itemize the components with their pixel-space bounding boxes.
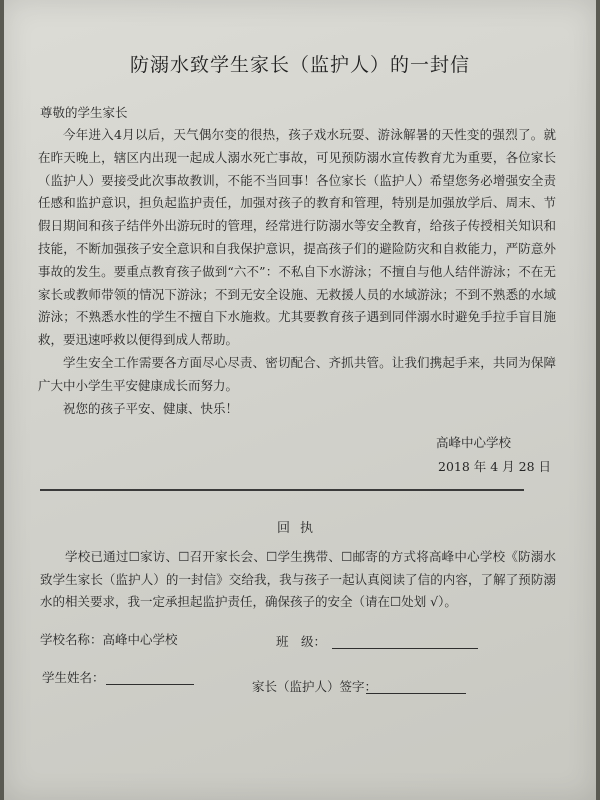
body-paragraph-3: 祝您的孩子平安、健康、快乐！	[63, 400, 239, 416]
student-name-field-line[interactable]	[106, 684, 194, 685]
divider-line	[40, 489, 524, 491]
parent-signature-label: 家长（监护人）签字：	[252, 679, 378, 694]
letter-page	[4, 0, 596, 800]
reply-title: 回执	[276, 521, 323, 536]
class-field-line[interactable]	[332, 648, 478, 649]
signature-school: 高峰中心学校	[436, 435, 512, 450]
class-label: 班 级：	[276, 634, 327, 649]
letter-body	[38, 124, 556, 420]
body-paragraph-2: 学生安全工作需要各方面尽心尽责、密切配合、齐抓共管。让我们携起手来，共同为保障广大中小学生平安健康成长而努力。	[38, 354, 556, 393]
greeting: 尊敬的学生家长	[40, 105, 128, 120]
signature-date: 2018 年 4 月 28 日	[438, 459, 552, 474]
school-name-label: 学校名称：高峰中心学校	[40, 632, 178, 647]
reply-body: 学校已通过☐家访、☐召开家长会、☐学生携带、☐邮寄的方式将高峰中心学校《防溺水致学生家长（监护人）的一封信》交给我，我与孩子一起认真阅读了信的内容，了解了预防溺水的相关要求，我一定承担起监护责任，确保孩子的安全（请在☐处划 √）。	[40, 549, 556, 609]
page-title: 防溺水致学生家长（监护人）的一封信	[129, 54, 470, 76]
body-paragraph-1: 今年进入4月以后，天气偶尔变的很热，孩子戏水玩耍、游泳解暑的天性变的强烈了。就在昨天晚上，辖区内出现一起成人溺水死亡事故，可见预防溺水宣传教育尤为重要，各位家长（监护人）要接受此次事故教训，不能不当回事！各位家长（监护人）希望您务必增强安全责任感和监护意识，担负起监护责任，加强对孩子的教育和管理，特别是加强放学后、周末、节假日期间和孩子结伴外出游玩时的管理，经常进行防溺水等安全教育，给孩子传授相关知识和技能，不断加强孩子安全意识和自我保护意识，提高孩子们的避险防灾和自救能力，严防意外事故的发生。要重点教育孩子做到“六不”：不私自下水游泳；不擅自与他人结伴游泳；不在无家长或教师带领的情况下游泳；不到无安全设施、无救援人员的水域游泳；不到不熟悉的水域游泳；不熟悉水性的学生不擅自下水施救。尤其要教育孩子遇到同伴溺水时避免手拉手盲目施救，要迅速呼救以便得到成人帮助。	[38, 127, 556, 348]
parent-signature-field-line[interactable]	[366, 693, 466, 694]
student-name-label: 学生姓名：	[42, 670, 105, 685]
